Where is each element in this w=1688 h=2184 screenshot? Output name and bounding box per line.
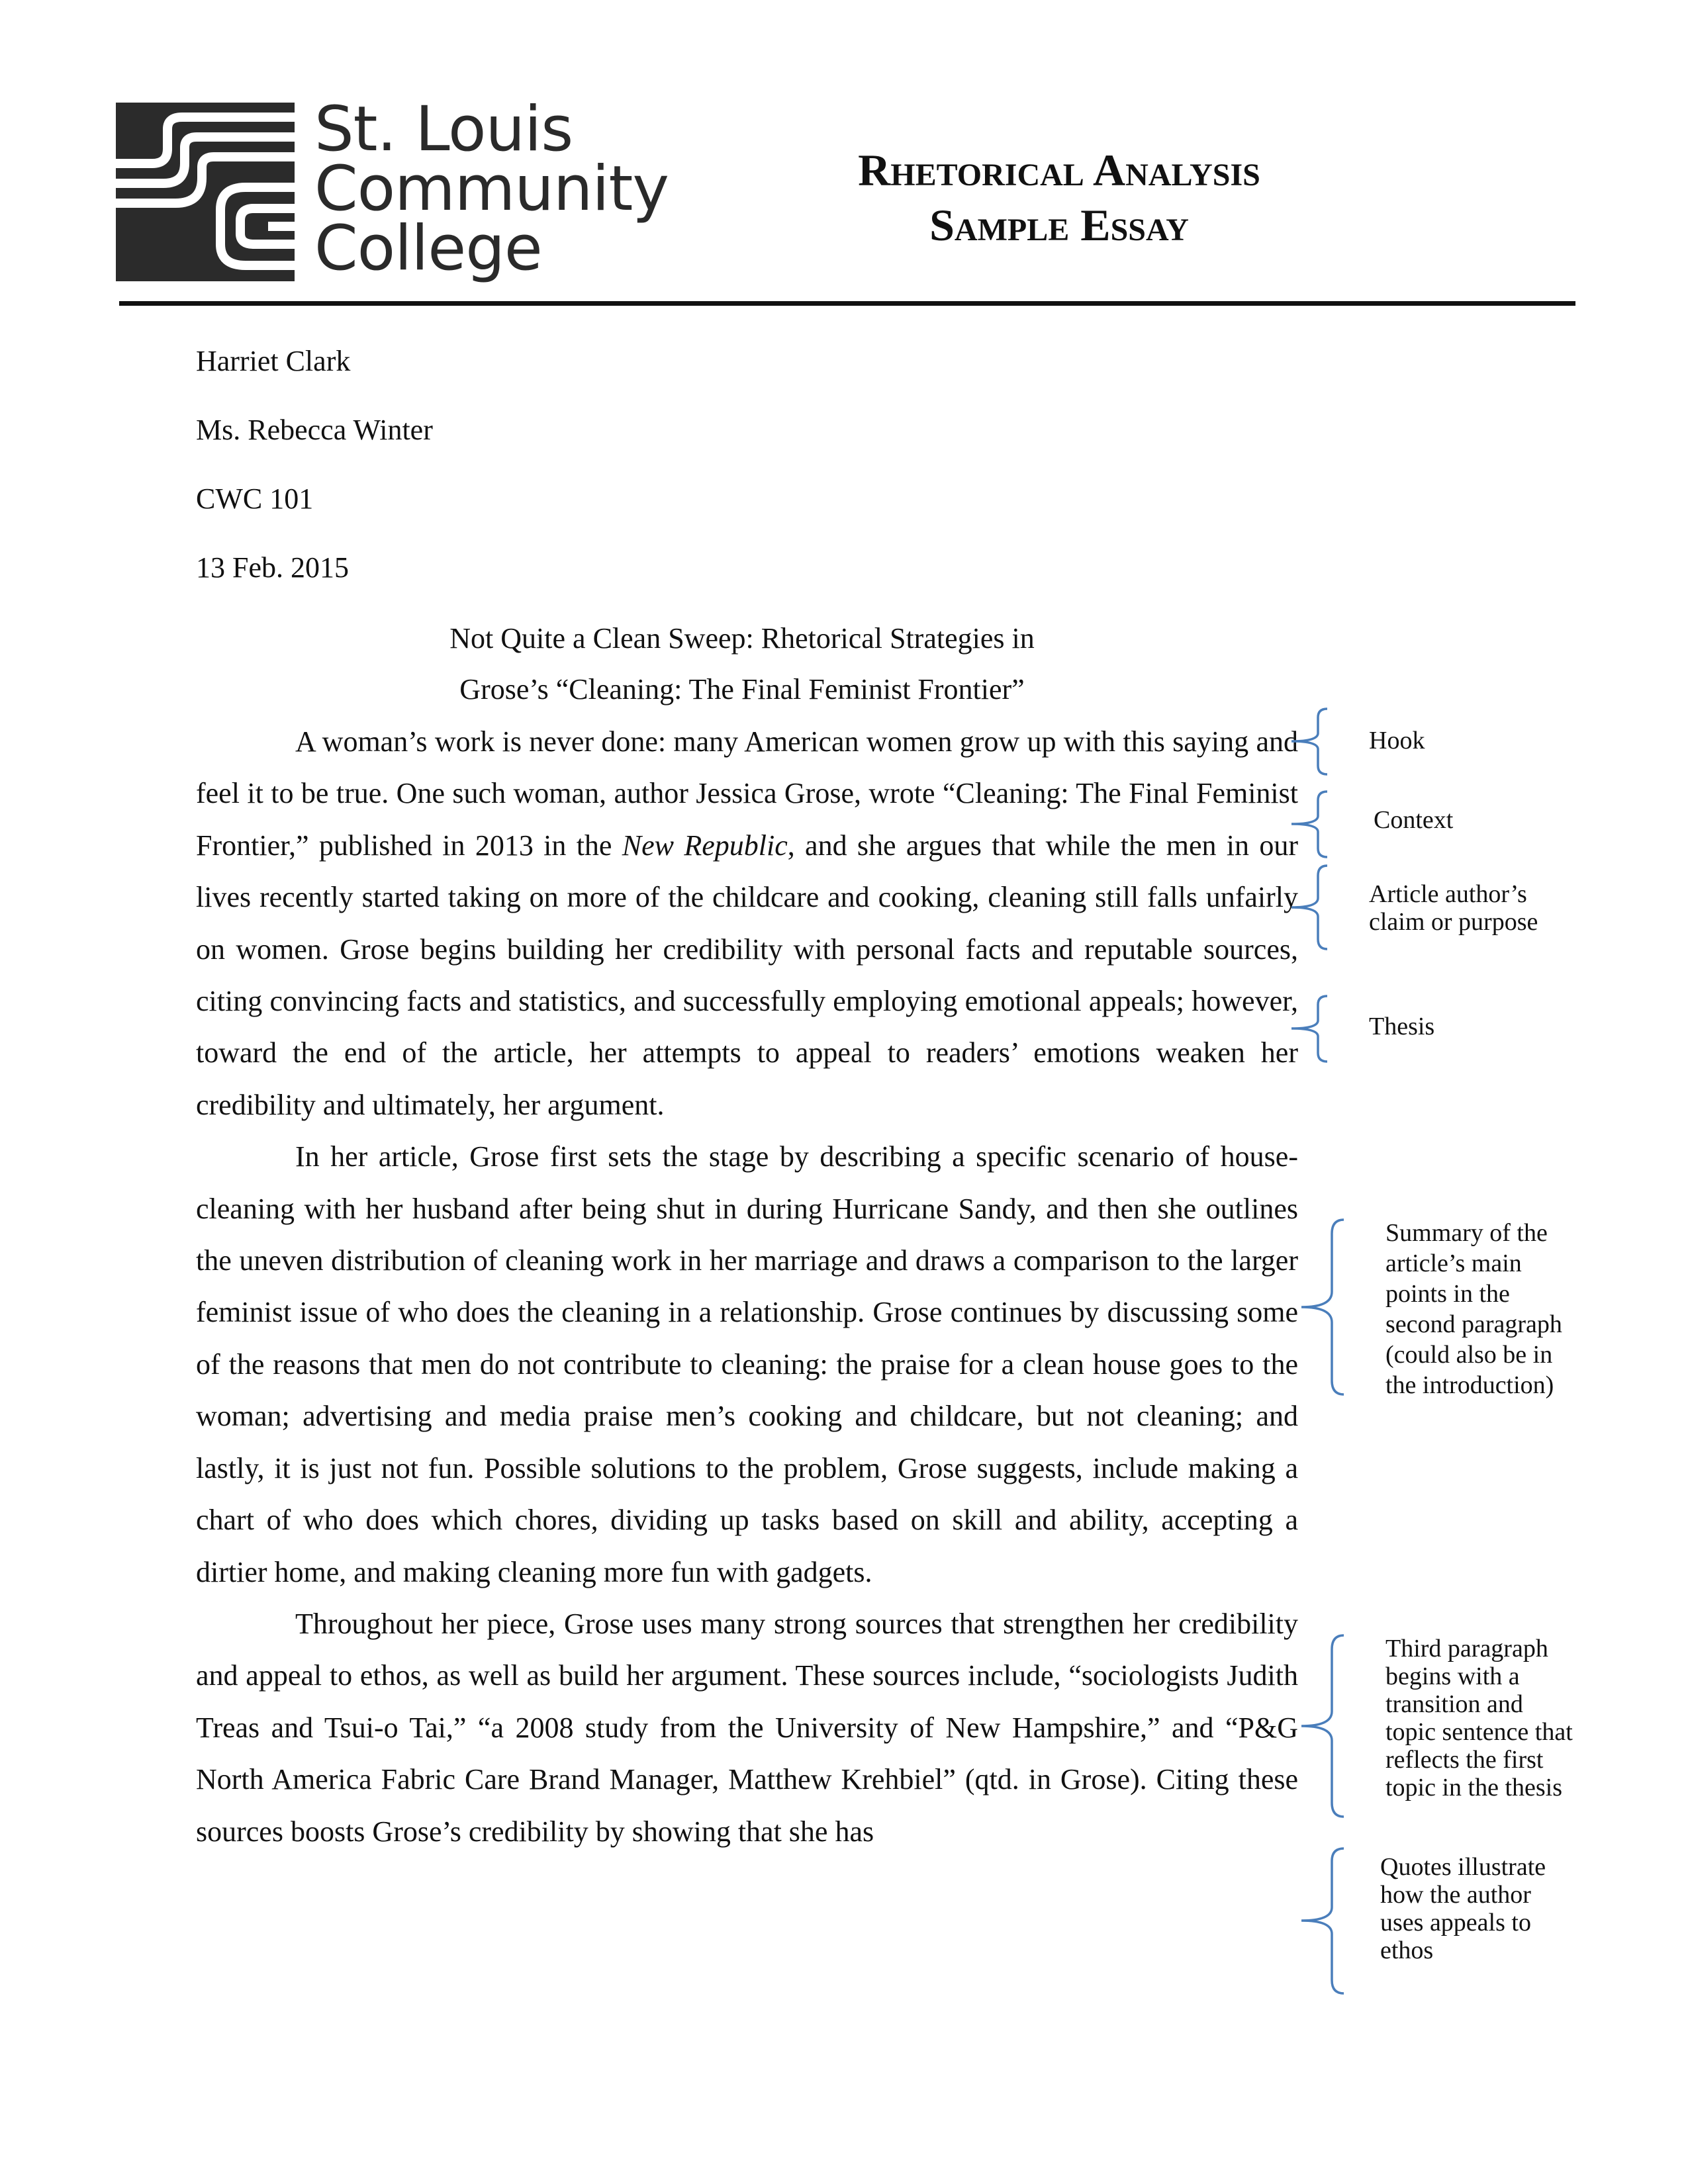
paragraph-summary: In her article, Grose first sets the stage by describing a specific scenario of house-cleaning with her husband after being shut in during Hurricane Sandy, and then she outlines the uneven distribution of cleaning work in her marriage and draws a comparison to the larger feminist issue of who does the cleaning in a relationship. Grose continues by discussing some of the reasons that men do not contribute to cleaning: the praise for a clean house goes to the woman; advertising and media praise men’s cooking and childcare, but not cleaning; and lastly, it is just not fun. Possible solutions to the problem, Grose suggests, include making a chart of who does which chores, dividing up tasks based on skill and ability, accepting a dirtier home, and making cleaning more fun with gadgets. — [196, 1140, 1298, 1588]
context-brace — [1288, 790, 1334, 859]
summary-note-line-1: Summary of the — [1385, 1219, 1548, 1247]
context-note-line: Context — [1374, 806, 1454, 834]
summary-note-line-4: second paragraph — [1385, 1310, 1562, 1338]
thesis-note-line: Thesis — [1369, 1013, 1435, 1040]
college-logo — [116, 93, 672, 304]
essay-body — [196, 716, 1298, 1858]
document-title-line-2: Sample Essay — [929, 200, 1189, 250]
third-note-line-5: reflects the first — [1385, 1746, 1544, 1774]
claim-note-line-2: claim or purpose — [1369, 908, 1538, 936]
college-name — [314, 93, 669, 285]
third-note-line-3: transition and — [1385, 1690, 1523, 1718]
quotes-note — [1380, 1853, 1546, 1964]
quotes-note-line-4: ethos — [1380, 1936, 1434, 1964]
essay-date: 13 Feb. 2015 — [196, 551, 349, 584]
summary-note-line-2: article’s main — [1385, 1250, 1522, 1277]
claim-note-line-1: Article author’s — [1369, 880, 1527, 908]
student-name: Harriet Clark — [196, 345, 351, 377]
third-note-line-6: topic in the thesis — [1385, 1774, 1563, 1801]
third-note-line-2: begins with a — [1385, 1662, 1520, 1690]
third-note-line-1: Third paragraph — [1385, 1635, 1548, 1662]
quotes-note-line-1: Quotes illustrate — [1380, 1853, 1546, 1881]
course-name: CWC 101 — [196, 482, 314, 515]
document-title-line-1: Rhetorical Analysis — [858, 145, 1260, 195]
college-name-line-1: St. Louis — [314, 93, 573, 165]
paragraph-ethos: Throughout her piece, Grose uses many strong sources that strengthen her credibility and appeal to ethos, as well as build her argument. These sources include, “sociologists Judith Treas and Tsui-o Tai,” “a 2008 study from the University of New Hampshire,” and “P&G North America Fabric Care Brand Manager, Matthew Krehbiel” (qtd. in Grose). Citing these sources boosts Grose’s credibility by showing that she has — [196, 1607, 1298, 1848]
summary-note — [1385, 1218, 1562, 1400]
claim-brace — [1288, 864, 1334, 951]
thesis-note — [1369, 1013, 1434, 1040]
context-note — [1374, 806, 1453, 834]
college-name-line-2: Community — [314, 153, 669, 225]
third-note-line-4: topic sentence that — [1385, 1718, 1573, 1746]
third-paragraph-note — [1385, 1635, 1573, 1801]
intro-text-part-1: A woman’s work is never done: many American women grow up with this saying and feel it to be true. One such woman, author Jessica Grose, wrote “Cleaning: The Final Feminist Frontier,” published in 2013 in the — [196, 725, 1298, 862]
header-divider — [119, 301, 1575, 306]
summary-note-line-6: the introduction) — [1385, 1371, 1554, 1399]
thesis-brace — [1288, 994, 1334, 1064]
publication-name: New Republic — [622, 829, 788, 862]
quotes-brace — [1297, 1846, 1350, 1995]
summary-brace — [1297, 1218, 1350, 1396]
paragraph-introduction — [196, 716, 1298, 1131]
college-name-line-3: College — [314, 212, 542, 285]
claim-note — [1369, 880, 1538, 936]
summary-note-line-5: (could also be in — [1385, 1341, 1553, 1369]
instructor-name: Ms. Rebecca Winter — [196, 414, 433, 446]
hook-note — [1369, 727, 1425, 754]
essay-title-line-2: Grose’s “Cleaning: The Final Feminist Frontier” — [459, 673, 1025, 705]
quotes-note-line-2: how the author — [1380, 1881, 1531, 1909]
intro-text-part-2: , and she argues that while the men in our lives recently started taking on more of the childcare and cooking, cleaning still falls unfairly on women. Grose begins building her credibility with personal facts and reputable sources, citing convincing facts and statistics, and successfully employing emotional appeals; however, toward the end of the article, her attempts to appeal to readers’ emotions weaken her credibility and ultimately, her argument. — [196, 829, 1299, 1121]
quotes-note-line-3: uses appeals to — [1380, 1909, 1531, 1936]
summary-note-line-3: points in the — [1385, 1280, 1510, 1308]
third-paragraph-brace — [1297, 1633, 1350, 1819]
college-logo-mark — [116, 103, 295, 281]
hook-note-line: Hook — [1369, 727, 1425, 754]
hook-brace — [1288, 707, 1334, 776]
essay-title-line-1: Not Quite a Clean Sweep: Rhetorical Strategies in — [449, 622, 1035, 655]
